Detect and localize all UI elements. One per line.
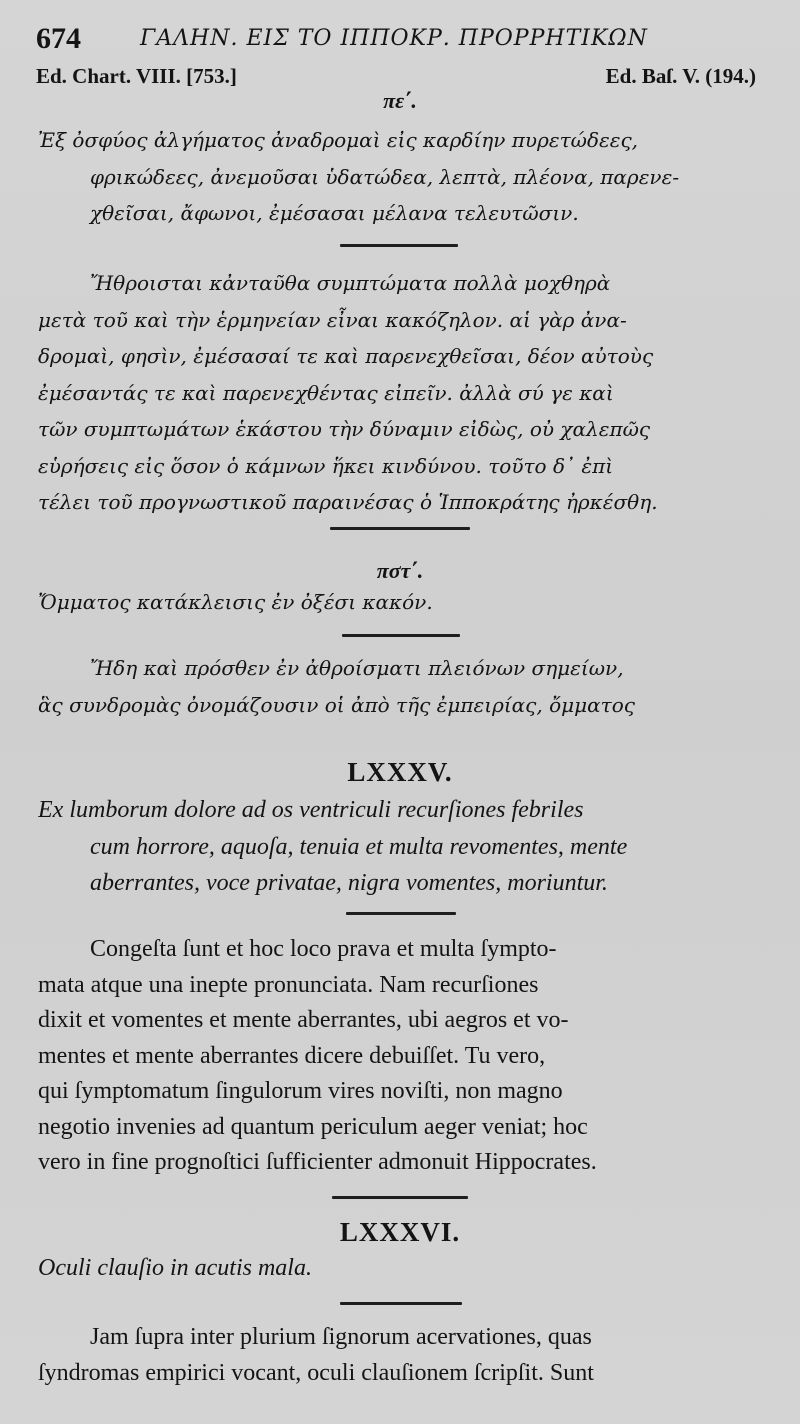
section-divider bbox=[346, 912, 456, 915]
latin-aphorism-85-line: cum horrore, aquoſa, tenuia et multa revomentes, mente bbox=[90, 833, 628, 860]
page-number: 674 bbox=[36, 22, 81, 55]
latin-commentary-86 bbox=[38, 1320, 766, 1391]
greek-commentary-86-line: Ἤδη καὶ πρόσθεν ἐν ἀθροίσματι πλειόνων σημείων, bbox=[90, 656, 624, 680]
latin-commentary-85-line: mata atque una inepte pronunciata. Nam recurſiones bbox=[38, 971, 539, 998]
greek-commentary-85-line: εὑρήσεις εἰς ὅσον ὁ κάμνων ἥκει κινδύνου. τοῦτο δ᾽ ἐπὶ bbox=[38, 453, 614, 478]
latin-section-number-85: LXXXV. bbox=[347, 757, 453, 787]
section-divider bbox=[342, 634, 460, 637]
greek-commentary-85-line: τῶν συμπτωμάτων ἑκάστου τὴν δύναμιν εἰδὼς, οὐ χαλεπῶς bbox=[38, 417, 651, 441]
latin-aphorism-85-line: Ex lumborum dolore ad os ventriculi recurſiones febriles bbox=[38, 797, 584, 823]
greek-aphorism-86 bbox=[38, 584, 766, 621]
greek-commentary-85-line: Ἤθροισται κἀνταῦθα συμπτώματα πολλὰ μοχθηρὰ bbox=[90, 271, 611, 295]
greek-aphorism-85-line: Ἐξ ὀσφύος ἀλγήματος ἀναδρομαὶ εἰς καρδίην πυρετώδεες, bbox=[38, 128, 639, 152]
section-divider bbox=[332, 1196, 468, 1199]
latin-commentary-85-line: Congeſta ſunt et hoc loco prava et multa ſympto- bbox=[90, 936, 557, 962]
edition-reference-right: Ed. Baſ. V. (194.) bbox=[605, 64, 756, 88]
greek-section-number-85: πε΄. bbox=[383, 88, 417, 113]
section-divider bbox=[340, 1302, 462, 1305]
greek-commentary-85 bbox=[38, 265, 766, 521]
latin-aphorism-85 bbox=[38, 792, 766, 902]
greek-commentary-86-line: ἃς συνδρομὰς ὀνομάζουσιν οἱ ἀπὸ τῆς ἐμπειρίας, ὄμματος bbox=[38, 692, 635, 717]
greek-commentary-85-line: δρομαὶ, φησὶν, ἐμέσασαί τε καὶ παρενεχθεῖσαι, δέον αὐτοὺς bbox=[38, 344, 654, 368]
latin-commentary-85-line: dixit et vomentes et mente aberrantes, ubi aegros et vo- bbox=[38, 1007, 569, 1033]
latin-commentary-85-line: mentes et mente aberrantes dicere debuiſſet. Tu vero, bbox=[38, 1042, 546, 1069]
latin-commentary-86-line: Jam ſupra inter plurium ſignorum acervationes, quas bbox=[90, 1324, 592, 1350]
greek-commentary-85-line: μετὰ τοῦ καὶ τὴν ἑρμηνείαν εἶναι κακόζηλον. αἱ γὰρ ἀνα- bbox=[38, 307, 627, 332]
greek-commentary-85-line: τέλει τοῦ προγνωστικοῦ παραινέσας ὁ Ἱπποκράτης ἠρκέσθη. bbox=[38, 490, 658, 514]
edition-reference-left: Ed. Chart. VIII. [753.] bbox=[36, 64, 237, 88]
greek-commentary-85-line: ἐμέσαντάς τε καὶ παρενεχθέντας εἰπεῖν. ἀλλὰ σύ γε καὶ bbox=[38, 380, 614, 405]
latin-aphorism-86-line: Oculi clauſio in acutis mala. bbox=[38, 1255, 312, 1281]
running-title: ΓΑΛΗΝ. ΕΙΣ ΤΟ ΙΠΠΟΚΡ. ΠΡΟΡΡΗΤΙΚΩΝ bbox=[140, 26, 648, 51]
latin-commentary-85-line: negotio invenies ad quantum periculum aeger veniat; hoc bbox=[38, 1113, 588, 1140]
greek-aphorism-85-line: χθεῖσαι, ἄφωνοι, ἐμέσασαι μέλανα τελευτῶσιν. bbox=[90, 201, 579, 225]
greek-aphorism-86-line: Ὄμματος κατάκλεισις ἐν ὀξέσι κακόν. bbox=[38, 590, 433, 614]
latin-commentary-85-line: qui ſymptomatum ſingulorum vires noviſti, non magno bbox=[38, 1078, 563, 1104]
greek-aphorism-85 bbox=[38, 122, 766, 232]
latin-commentary-86-line: ſyndromas empirici vocant, oculi clauſionem ſcripſit. Sunt bbox=[38, 1359, 594, 1386]
section-divider bbox=[330, 527, 470, 530]
greek-section-number-86: πστ΄. bbox=[376, 558, 424, 583]
running-head bbox=[36, 22, 766, 56]
latin-commentary-85 bbox=[38, 932, 766, 1181]
latin-section-number-86: LXXXVI. bbox=[339, 1217, 461, 1247]
greek-commentary-86 bbox=[38, 650, 766, 723]
latin-aphorism-86 bbox=[38, 1250, 766, 1287]
section-divider bbox=[340, 244, 458, 247]
latin-aphorism-85-line: aberrantes, voce privatae, nigra vomentes, moriuntur. bbox=[90, 870, 608, 896]
greek-aphorism-85-line: φρικώδεες, ἀνεμοῦσαι ὑδατώδεα, λεπτὰ, πλέονα, παρενε- bbox=[90, 164, 680, 189]
latin-commentary-85-line: vero in fine prognoſtici ſufficienter admonuit Hippocrates. bbox=[38, 1149, 597, 1175]
